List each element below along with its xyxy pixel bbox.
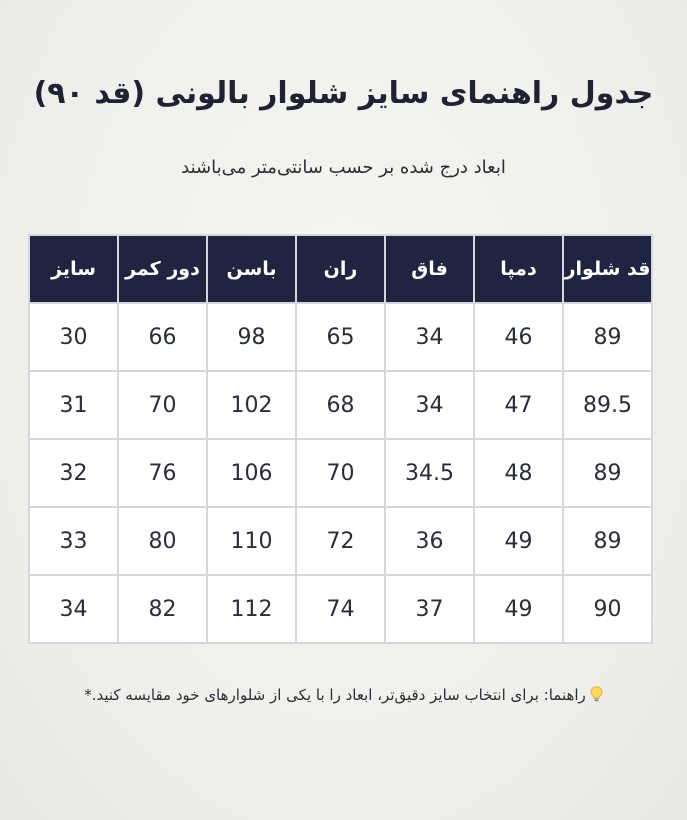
size-chart-table (28, 234, 653, 644)
table-cell: 32 (29, 439, 118, 507)
table-row (29, 439, 652, 507)
table-cell: 49 (474, 507, 563, 575)
table-cell: 74 (296, 575, 385, 643)
page-subtitle: ابعاد درج شده بر حسب سانتی‌متر می‌باشند (181, 157, 506, 178)
header-hip: باسن (207, 235, 296, 303)
table-cell: 89 (563, 507, 652, 575)
table-cell: 48 (474, 439, 563, 507)
guide-note-text: راهنما: برای انتخاب سایز دقیق‌تر، ابعاد را با یکی از شلوارهای خود مقایسه کنید.* (84, 686, 586, 704)
table-cell: 98 (207, 303, 296, 371)
table-row (29, 371, 652, 439)
table-cell: 34 (385, 371, 474, 439)
header-hem: دمپا (474, 235, 563, 303)
table-cell: 70 (118, 371, 207, 439)
table-cell: 89 (563, 303, 652, 371)
header-waist: دور کمر (118, 235, 207, 303)
table-cell: 89.5 (563, 371, 652, 439)
lightbulb-icon (590, 686, 603, 702)
table-cell: 82 (118, 575, 207, 643)
header-length: قد شلوار (563, 235, 652, 303)
table-cell: 70 (296, 439, 385, 507)
table-cell: 65 (296, 303, 385, 371)
table-cell: 89 (563, 439, 652, 507)
table-row (29, 575, 652, 643)
table-cell: 102 (207, 371, 296, 439)
header-rise: فاق (385, 235, 474, 303)
guide-note (0, 686, 687, 704)
table-cell: 112 (207, 575, 296, 643)
table-cell: 90 (563, 575, 652, 643)
table-cell: 31 (29, 371, 118, 439)
table-cell: 34 (29, 575, 118, 643)
table-row (29, 507, 652, 575)
table-cell: 33 (29, 507, 118, 575)
table-cell: 106 (207, 439, 296, 507)
header-size: سایز (29, 235, 118, 303)
table-cell: 72 (296, 507, 385, 575)
header-thigh: ران (296, 235, 385, 303)
table-cell: 76 (118, 439, 207, 507)
table-cell: 110 (207, 507, 296, 575)
table-cell: 80 (118, 507, 207, 575)
page-title: جدول راهنمای سایز شلوار بالونی (قد ۹۰) (33, 76, 654, 111)
table-cell: 37 (385, 575, 474, 643)
table-row (29, 303, 652, 371)
table-cell: 36 (385, 507, 474, 575)
table-cell: 34 (385, 303, 474, 371)
table-cell: 34.5 (385, 439, 474, 507)
table-cell: 68 (296, 371, 385, 439)
table-cell: 30 (29, 303, 118, 371)
table-cell: 49 (474, 575, 563, 643)
table-header-row (29, 235, 652, 303)
table-cell: 66 (118, 303, 207, 371)
table-cell: 47 (474, 371, 563, 439)
table-cell: 46 (474, 303, 563, 371)
